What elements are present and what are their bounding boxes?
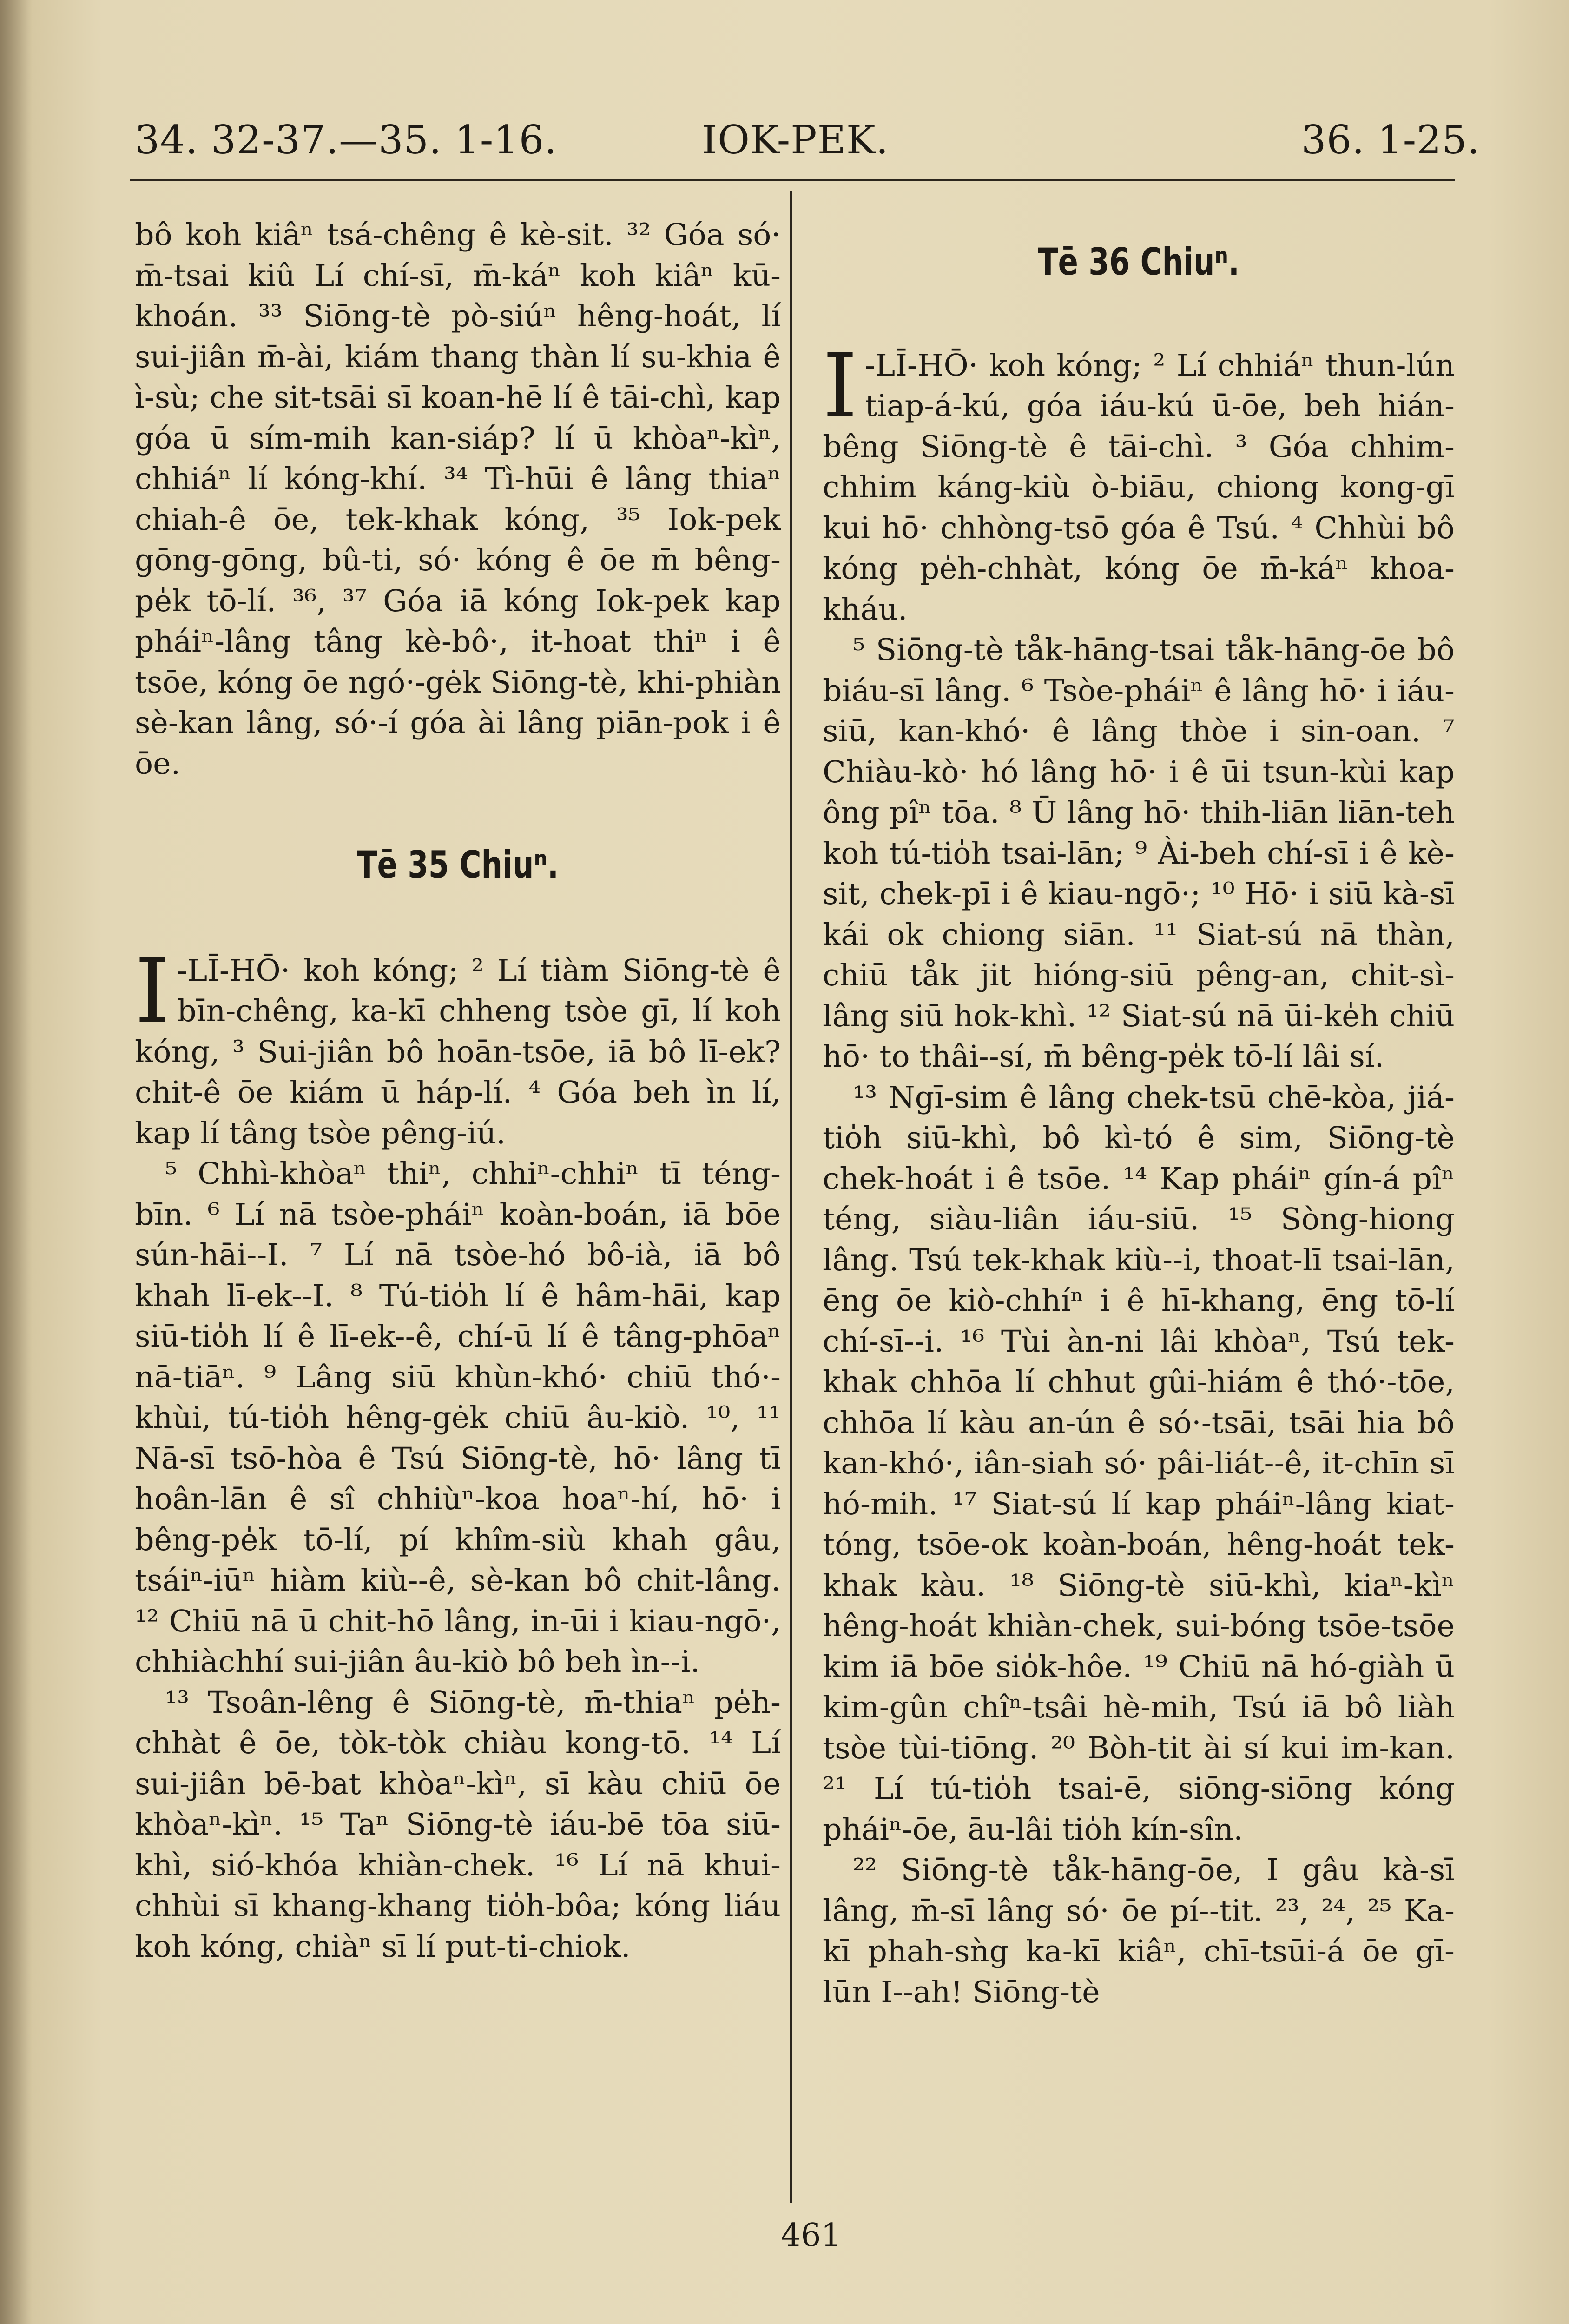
chapter-36-paragraph-1	[823, 334, 1455, 630]
chapter-35-paragraph-2: ⁵ Chhì-khòaⁿ thiⁿ, chhiⁿ-chhiⁿ tī téng-bīn. ⁶ Lí nā tsòe-pháiⁿ koàn-boán, iā bōe sún-hāi--I. ⁷ Lí nā tsòe-hó bô-ià, iā bô khah lī-ek--I. ⁸ Tú-tio̍h lí ê hâm-hāi, kap siū-tio̍h lí ê lī-ek--ê, chí-ū lí ê tâng-phōaⁿ nā-tiāⁿ. ⁹ Lâng siū khùn-khó· chiū thó·-khùi, tú-tio̍h hêng-gėk chiū âu-kiò. ¹⁰, ¹¹ Nā-sī tsō-hòa ê Tsú Siōng-tè, hō· lâng tī hoân-lān ê sî chhiùⁿ-koa hoaⁿ-hí, hō· i bêng-pe̍k tō-lí, pí khîm-siù khah gâu, tsáiⁿ-iūⁿ hiàm kiù--ê, sè-kan bô chit-lâng. ¹² Chiū nā ū chit-hō lâng, in-ūi i kiau-ngō·, chhiàchhí sui-jiân âu-kiò bô beh ìn--i.	[135, 1156, 781, 1679]
chapter-36-paragraph-2: ⁵ Siōng-tè tåk-hāng-tsai tåk-hāng-ōe bô biáu-sī lâng. ⁶ Tsòe-pháiⁿ ê lâng hō· i iáu-siū, kan-khó· ê lâng thòe i sin-oan. ⁷ Chiàu-kò· hó lâng hō· i ê ūi tsun-kùi kap ông pîⁿ tōa. ⁸ Ū lâng hō· thih-liān liān-teh koh tú-tio̍h tsai-lān; ⁹ Ài-beh chí-sī i ê kè-sit, chek-pī i ê kiau-ngō·; ¹⁰ Hō· i siū kà-sī kái ok chiong siān. ¹¹ Siat-sú nā thàn, chiū tåk jit hióng-siū pêng-an, chit-sì-lâng siū hok-khì. ¹² Siat-sú nā ūi-ke̍h chiū hō· to thâi--sí, m̄ bêng-pe̍k tō-lí lâi sí.	[823, 633, 1455, 1074]
chapter-36-paragraph-3: ¹³ Ngī-sim ê lâng chek-tsū chē-kòa, jiá-tio̍h siū-khì, bô kì-tó ê sim, Siōng-tè chek-hoát i ê tsōe. ¹⁴ Kap pháiⁿ gín-á pîⁿ téng, siàu-liân iáu-siū. ¹⁵ Sòng-hiong lâng. Tsú tek-khak kiù--i, thoat-lī tsai-lān, ēng ōe kiò-chhíⁿ i ê hī-khang, ēng tō-lí chí-sī--i. ¹⁶ Tùi àn-ni lâi khòaⁿ, Tsú tek-khak chhōa lí chhut gûi-hiám ê thó·-tōe, chhōa lí kàu an-ún ê só·-tsāi, tsāi hia bô kan-khó·, iân-siah só· pâi-liát--ê, it-chīn sī hó-mih. ¹⁷ Siat-sú lí kap pháiⁿ-lâng kiat-tóng, tsōe-ok koàn-boán, hêng-hoát tek-khak kàu. ¹⁸ Siōng-tè siū-khì, kiaⁿ-kìⁿ hêng-hoát khiàn-chek, sui-bóng tsōe-tsōe kim iā bōe sio̍k-hôe. ¹⁹ Chiū nā hó-giàh ū kim-gûn chîⁿ-tsâi hè-mih, Tsú iā bô liàh tsòe tùi-tiōng. ²⁰ Bòh-tit ài sí kui im-kan. ²¹ Lí tú-tio̍h tsai-ē, siōng-siōng kóng pháiⁿ-ōe, āu-lâi tio̍h kín-sîn.	[823, 1080, 1455, 1847]
chapter-36-paragraph-1-text: -LĪ-HŌ· koh kóng; ² Lí chhiáⁿ thun-lún tiap-á-kú, góa iáu-kú ū-ōe, beh hián-bêng Siōng-tè ê tāi-chì. ³ Góa chhim-chhim káng-kiù ò-biāu, chiong kong-gī kui hō· chhòng-tsō góa ê Tsú. ⁴ Chhùi bô kóng pe̍h-chhàt, kóng ōe m̄-káⁿ khoa-kháu.	[823, 348, 1455, 627]
running-head-left: 34. 32-37.—35. 1-16.	[135, 117, 557, 163]
running-head-right: 36. 1-25.	[1301, 117, 1480, 163]
chapter-heading-35: Tē 35 Chiuⁿ.	[356, 843, 559, 886]
header-rule	[130, 179, 1455, 181]
chapter-35-paragraph-1-text: -LĪ-HŌ· koh kóng; ² Lí tiàm Siōng-tè ê bīn-chêng, ka-kī chheng tsòe gī, lí koh kóng, ³ Sui-jiân bô hoān-tsōe, iā bô lī-ek? chit-ê ōe kiám ū háp-lí. ⁴ Góa beh ìn lí, kap lí tâng tsòe pêng-iú.	[135, 953, 781, 1151]
chapter-35-paragraph-3: ¹³ Tsoân-lêng ê Siōng-tè, m̄-thiaⁿ pe̍h-chhàt ê ōe, tòk-tòk chiàu kong-tō. ¹⁴ Lí sui-jiân bē-bat khòaⁿ-kìⁿ, sī kàu chiū ōe khòaⁿ-kìⁿ. ¹⁵ Taⁿ Siōng-tè iáu-bē tōa siū-khì, sió-khóa khiàn-chek. ¹⁶ Lí nā khui-chhùi sī khang-khang tio̍h-bôa; kóng liáu koh kóng, chiàⁿ sī lí put-ti-chiok.	[135, 1685, 781, 1964]
chapter-36-paragraph-4: ²² Siōng-tè tåk-hāng-ōe, I gâu kà-sī lâng, m̄-sī lâng só· ōe pí--tit. ²³, ²⁴, ²⁵ Ka-kī phah-sǹg ka-kī kiâⁿ, chī-tsūi-á ōe gī-lūn I--ah! Siōng-tè	[823, 1853, 1455, 2010]
column-divider	[790, 191, 792, 2203]
continuation-paragraph: bô koh kiâⁿ tsá-chêng ê kè-sit. ³² Góa só· m̄-tsai kiû Lí chí-sī, m̄-káⁿ koh kiâⁿ kū-khoán. ³³ Siōng-tè pò-siúⁿ hêng-hoát, lí sui-jiân m̄-ài, kiám thang thàn lí su-khia ê ì-sù; che sit-tsāi sī koan-hē lí ê tāi-chì, kap góa ū sím-mih kan-siáp? lí ū khòaⁿ-kìⁿ, chhiáⁿ lí kóng-khí. ³⁴ Tì-hūi ê lâng thiaⁿ chiah-ê ōe, tek-khak kóng, ³⁵ Iok-pek gōng-gōng, bû-ti, só· kóng ê ōe m̄ bêng-pe̍k tō-lí. ³⁶, ³⁷ Góa iā kóng Iok-pek kap pháiⁿ-lâng tâng kè-bô·, it-hoat thiⁿ i ê tsōe, kóng ōe ngó·-gėk Siōng-tè, khi-phiàn sè-kan lâng, só·-í góa ài lâng piān-pok i ê ōe.	[135, 218, 781, 781]
page-number: 461	[781, 2217, 841, 2254]
chapter-35-paragraph-1	[135, 939, 781, 1154]
dropcap-letter: I	[135, 939, 170, 1043]
right-column	[823, 242, 1455, 2013]
left-column	[135, 215, 781, 1967]
running-head-title: IOK-PEK.	[702, 117, 889, 163]
gutter-shadow	[0, 0, 33, 2324]
chapter-heading-36: Tē 36 Chiuⁿ.	[1037, 240, 1240, 284]
dropcap-letter: I	[823, 334, 858, 437]
